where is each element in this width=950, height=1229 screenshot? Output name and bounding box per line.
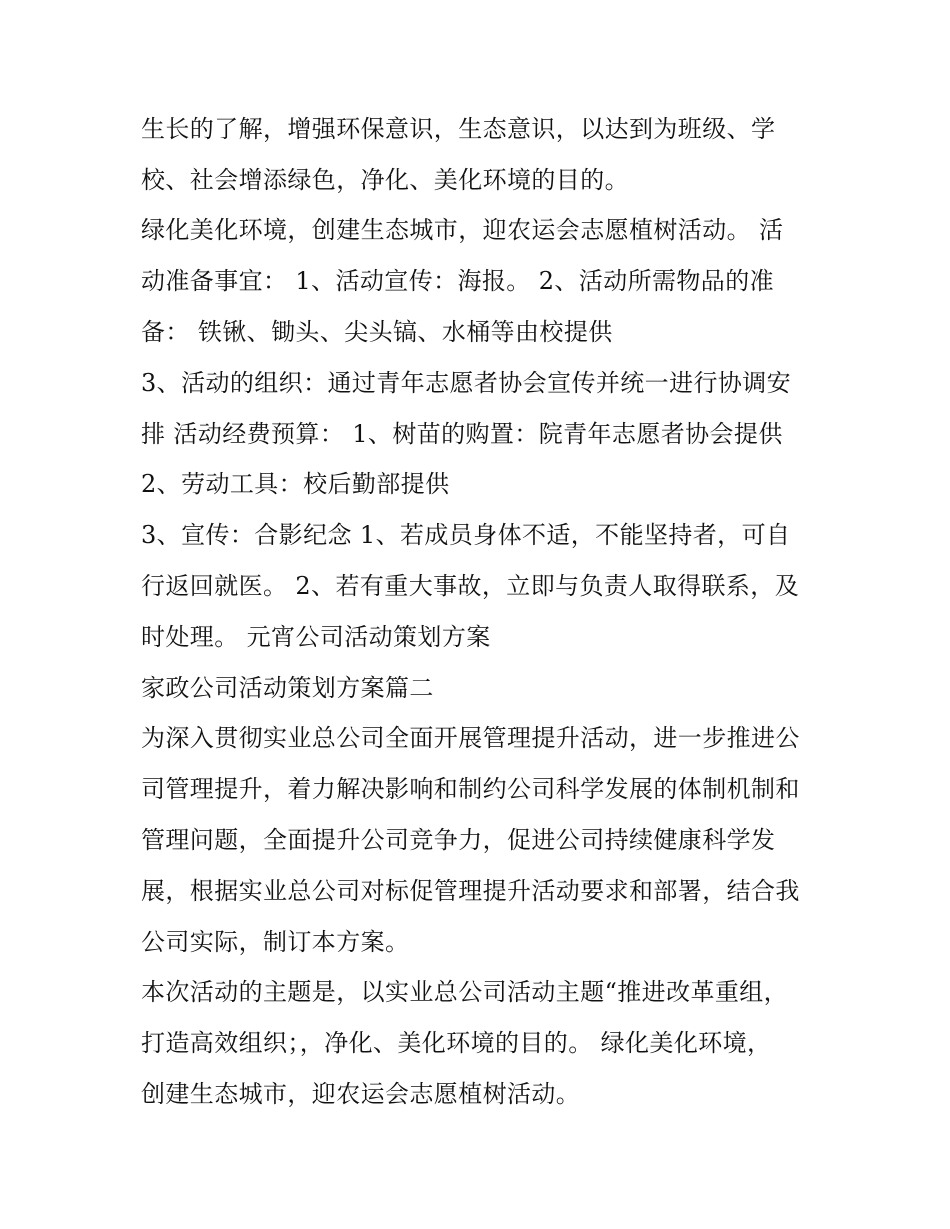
text-line: 绿化美化环境，创建生态城市，迎农运会志愿植树活动。 活	[141, 216, 784, 244]
text-line: 校、社会增添绿色，净化、美化环境的目的。	[141, 166, 629, 194]
text-line: 公司实际，制订本方案。	[141, 928, 410, 956]
text-line: 备： 铁锹、锄头、尖头镐、水桶等由校提供	[141, 318, 613, 346]
text-line: 为深入贯彻实业总公司全面开展管理提升活动，进一步推进公	[141, 724, 800, 752]
text-line: 行返回就医。 2、若有重大事故，立即与负责人取得联系，及	[141, 572, 800, 600]
text-line: 时处理。 元宵公司活动策划方案	[141, 623, 491, 651]
text-line: 司管理提升，着力解决影响和制约公司科学发展的体制机制和	[141, 775, 800, 803]
text-line: 3、宣传：合影纪念 1、若成员身体不适，不能坚持者，可自	[141, 521, 791, 549]
text-line: 动准备事宜： 1、活动宣传：海报。 2、活动所需物品的准	[141, 267, 774, 295]
text-line: 本次活动的主题是，以实业总公司活动主题“推进改革重组，	[141, 978, 789, 1006]
text-line: 展，根据实业总公司对标促管理提升活动要求和部署，结合我	[141, 877, 800, 905]
section-heading: 家政公司活动策划方案篇二	[141, 674, 434, 702]
text-line: 2、劳动工具：校后勤部提供	[141, 470, 450, 498]
text-line: 排 活动经费预算： 1、树苗的购置：院青年志愿者协会提供	[141, 420, 783, 448]
text-line: 管理问题，全面提升公司竞争力，促进公司持续健康科学发	[141, 826, 776, 854]
text-line: 3、活动的组织：通过青年志愿者协会宣传并统一进行协调安	[141, 369, 792, 397]
text-line: 打造高效组织；，净化、美化环境的目的。 绿化美化环境，	[141, 1029, 772, 1057]
text-line: 创建生态城市，迎农运会志愿植树活动。	[141, 1080, 581, 1108]
text-line: 生长的了解，增强环保意识，生态意识，以达到为班级、学	[141, 115, 776, 143]
